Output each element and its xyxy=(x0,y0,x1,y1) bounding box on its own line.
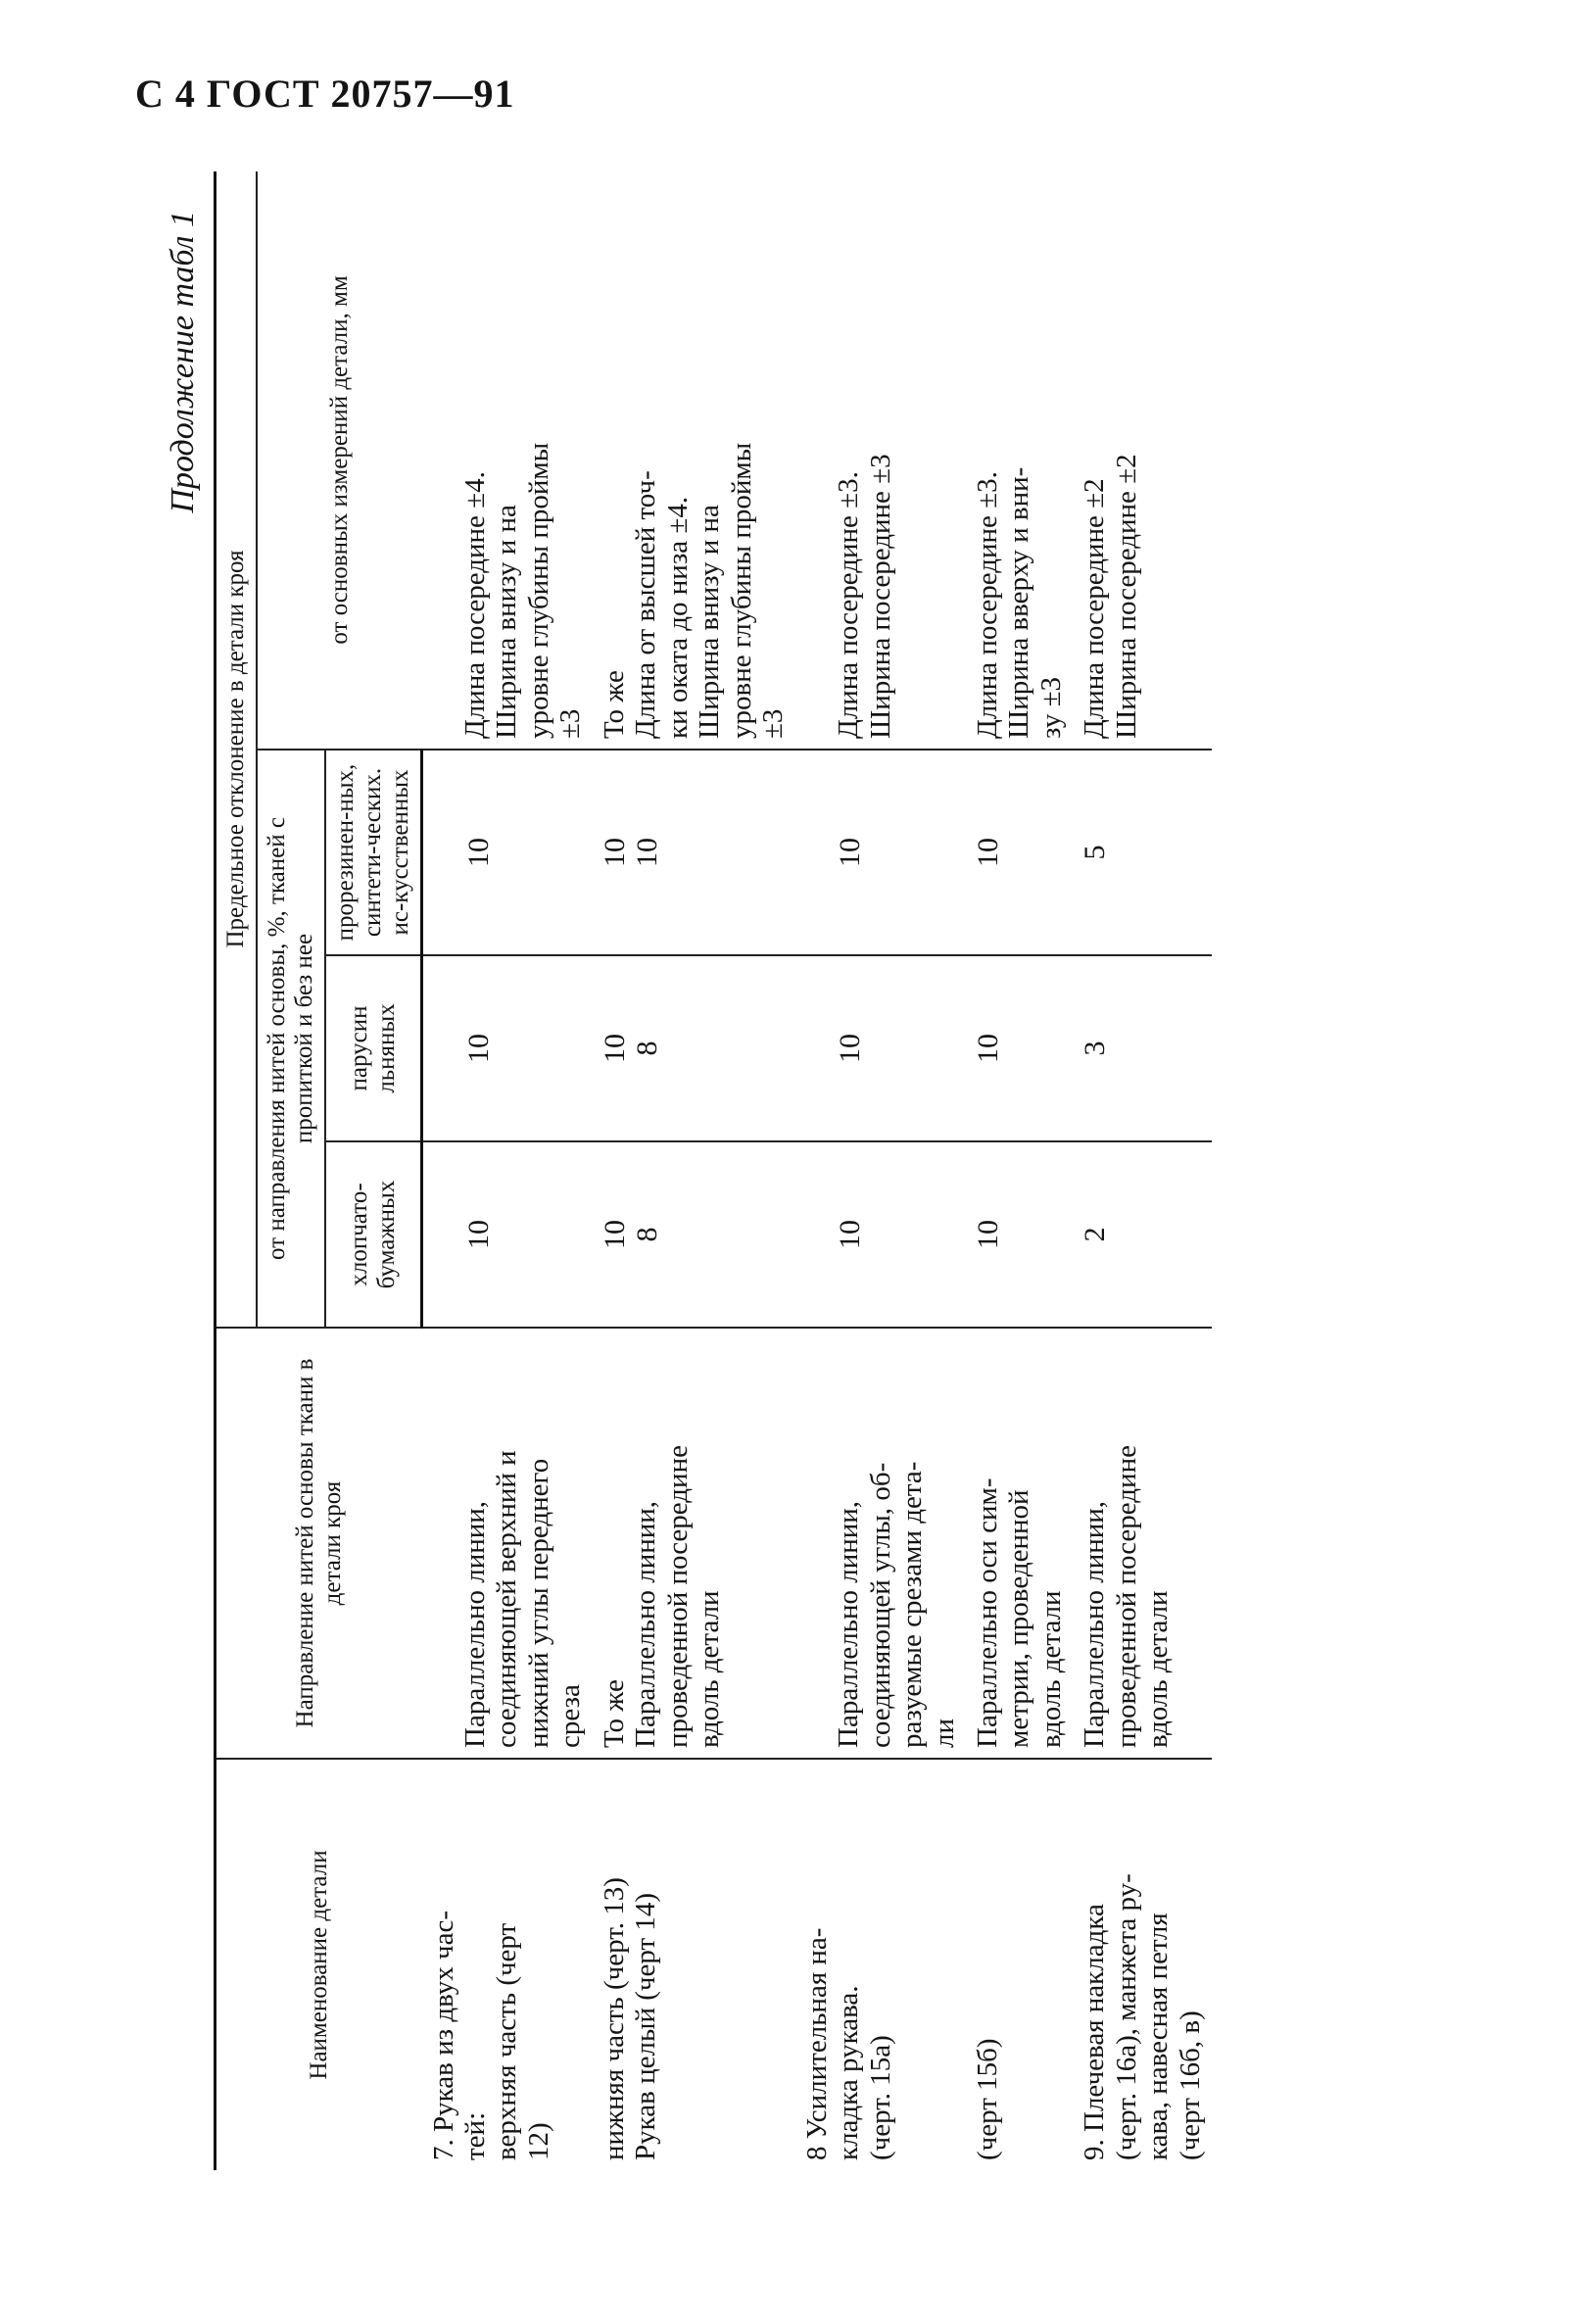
cell-line: Параллельно линии, xyxy=(630,1500,662,1748)
col-header-rubber: прорезинен-ных, синтети-ческих. ис-кусственных xyxy=(325,750,422,955)
cell-line: проведенной посередине xyxy=(1110,1445,1142,1748)
cell-dims xyxy=(966,171,1073,750)
cell-name xyxy=(1073,1759,1212,2170)
cell-line xyxy=(801,181,833,739)
cell-rubber xyxy=(422,750,593,955)
cell-rubber xyxy=(1073,750,1212,955)
cell-line: 12) xyxy=(522,2122,554,2160)
cell-line: кава, навесная петля xyxy=(1142,1912,1175,2160)
cell-line: 8 xyxy=(631,1227,664,1242)
table-continuation-label: Продолжение табл 1 xyxy=(165,211,201,513)
cell-line: 10 xyxy=(461,1034,495,1063)
cell-cotton xyxy=(966,1141,1073,1328)
cell-name xyxy=(593,1759,795,2170)
table-body xyxy=(422,171,1213,2170)
cell-line: 5 xyxy=(1079,845,1112,860)
cell-cotton xyxy=(795,1141,966,1328)
cell-line: 10 xyxy=(972,1220,1004,1249)
cell-direction xyxy=(795,1328,966,1759)
col-header-cotton: хлопчато-бумажных xyxy=(325,1141,422,1328)
cell-line: 8 xyxy=(631,1041,664,1056)
cell-canvas xyxy=(966,955,1073,1141)
cell-line: 10 xyxy=(598,1220,631,1249)
cell-line: вдоль детали xyxy=(1142,1590,1175,1748)
cell-line xyxy=(801,1338,833,1748)
cell-line: Длина посередине ±3. xyxy=(833,471,865,739)
cell-line xyxy=(428,181,459,739)
cell-name xyxy=(422,1759,593,2170)
cell-line: 10 xyxy=(972,1034,1004,1063)
cell-line: разуемые срезами дета- xyxy=(896,1461,929,1748)
cell-line: Ширина внизу и на xyxy=(694,505,726,739)
cell-canvas xyxy=(795,955,966,1141)
table-row xyxy=(795,171,966,2170)
cell-line: вдоль детали xyxy=(694,1590,726,1748)
cell-direction xyxy=(422,1328,593,1759)
cell-line: (черт 16б, в) xyxy=(1174,2010,1206,2160)
cell-line: Длина посередине ±2 xyxy=(1079,478,1111,739)
cell-rubber xyxy=(795,750,966,955)
cell-line: 2 xyxy=(1079,1227,1112,1242)
cell-line: 10 xyxy=(834,1220,867,1249)
cell-line: соединяющей верхний и xyxy=(491,1450,523,1748)
cell-line xyxy=(801,966,835,1131)
cell-line xyxy=(429,760,462,944)
cell-line: зу ±3 xyxy=(1034,676,1067,739)
cell-dims xyxy=(593,171,795,750)
col-header-dims: от основных измерений детали, мм xyxy=(257,171,422,750)
cell-line: 10 xyxy=(598,1034,631,1063)
table-row xyxy=(422,171,593,2170)
col-header-subgroup: от направления нитей основы, %, тканей с пропиткой и без нее xyxy=(257,750,325,1328)
cell-line: 10 xyxy=(461,1220,495,1249)
cell-line: 10 xyxy=(461,838,495,867)
cell-line: среза xyxy=(554,1684,587,1748)
cell-name xyxy=(966,1759,1073,2170)
cell-direction xyxy=(593,1328,795,1759)
cell-dims xyxy=(1073,171,1212,750)
cell-line: 10 xyxy=(598,838,631,867)
cell-line: тей: xyxy=(458,2111,491,2160)
cell-line: Длина посередине ±3. xyxy=(972,471,1003,739)
cell-line: (черт 15б) xyxy=(972,2038,1003,2160)
cell-line: (черт. 15а) xyxy=(864,2035,896,2160)
col-header-direction: Направление нитей основы ткани в детали кроя xyxy=(216,1328,422,1759)
cell-line: Параллельно линии, xyxy=(1079,1500,1111,1748)
cell-line: ли xyxy=(928,1719,960,1748)
col-header-canvas: парусин льняных xyxy=(325,955,422,1141)
cell-line: 10 xyxy=(972,838,1004,867)
cell-line: Ширина посередине ±2 xyxy=(1110,454,1142,739)
cell-rubber xyxy=(593,750,795,955)
cell-canvas xyxy=(422,955,593,1141)
cell-line: нижний углы переднего xyxy=(522,1458,554,1748)
cell-line xyxy=(429,1152,462,1317)
cell-line: уровне глубины проймы xyxy=(725,442,757,739)
cell-line: 3 xyxy=(1079,1041,1112,1056)
cell-cotton xyxy=(1073,1141,1212,1328)
cell-rubber xyxy=(966,750,1073,955)
cell-line: ±3 xyxy=(554,708,587,739)
table-row xyxy=(1073,171,1212,2170)
cell-line xyxy=(429,966,462,1131)
cell-line: ±3 xyxy=(757,708,790,739)
cell-dims xyxy=(422,171,593,750)
col-header-name: Наименование детали xyxy=(216,1759,422,2170)
cell-line: Параллельно линии, xyxy=(833,1500,865,1748)
col-header-group: Предельное отклонение в детали кроя xyxy=(216,171,258,1328)
cell-line: 10 xyxy=(834,838,867,867)
cell-line: (черт. 16а), манжета ру- xyxy=(1110,1873,1142,2160)
deviation-table xyxy=(214,171,1212,2170)
cell-line: То же xyxy=(598,670,630,739)
cell-line: нижняя часть (черт. 13) xyxy=(598,1877,630,2160)
cell-line: То же xyxy=(598,1679,630,1748)
cell-cotton xyxy=(422,1141,593,1328)
cell-line: Рукав целый (черт 14) xyxy=(630,1892,662,2160)
cell-line: соединяющей углы, об- xyxy=(864,1462,896,1748)
cell-line: Ширина посередине ±3 xyxy=(864,454,896,739)
cell-line: Ширина внизу и на xyxy=(491,505,523,739)
cell-line xyxy=(428,1338,459,1748)
cell-line: вдоль детали xyxy=(1034,1590,1067,1748)
cell-name xyxy=(795,1759,966,2170)
table-row xyxy=(966,171,1073,2170)
cell-direction xyxy=(966,1328,1073,1759)
cell-line: 9. Плечевая накладка xyxy=(1079,1904,1111,2160)
rotated-page-area xyxy=(157,171,1585,2160)
cell-direction xyxy=(1073,1328,1212,1759)
cell-line xyxy=(801,760,835,944)
cell-canvas xyxy=(593,955,795,1141)
rotated-table-container xyxy=(157,171,1430,2170)
cell-line: метрии, проведенной xyxy=(1003,1489,1035,1748)
cell-line: уровне глубины проймы xyxy=(522,442,554,739)
cell-line: ки оката до низа ±4. xyxy=(661,496,694,739)
cell-line: 8 Усилительная на- xyxy=(800,1927,833,2160)
cell-line: Параллельно линии, xyxy=(458,1500,491,1748)
cell-line: Ширина вверху и вни- xyxy=(1003,466,1035,739)
cell-canvas xyxy=(1073,955,1212,1141)
cell-line: проведенной посередине xyxy=(661,1445,694,1748)
cell-line: 10 xyxy=(834,1034,867,1063)
cell-line: 10 xyxy=(631,838,664,867)
cell-line: Длина от высшей точ- xyxy=(630,470,662,739)
cell-dims xyxy=(795,171,966,750)
cell-line: верхняя часть (черт xyxy=(491,1922,523,2160)
cell-line xyxy=(801,1152,835,1317)
cell-line: Длина посередине ±4. xyxy=(458,471,491,739)
cell-line: кладка рукава. xyxy=(833,1985,865,2160)
cell-line: Параллельно оси сим- xyxy=(972,1477,1003,1748)
cell-cotton xyxy=(593,1141,795,1328)
cell-line: 7. Рукав из двух час- xyxy=(427,1910,459,2160)
table-row xyxy=(593,171,795,2170)
page-header: С 4 ГОСТ 20757—91 xyxy=(135,72,515,116)
